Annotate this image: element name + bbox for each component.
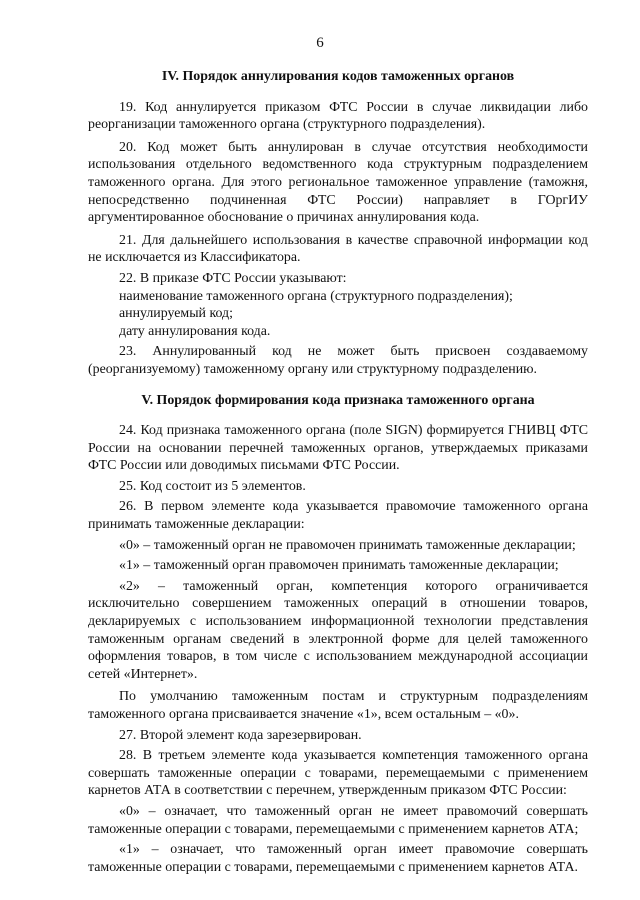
paragraph-28: 28. В третьем элементе кода указывается компетенция таможенного органа совершать таможенные операции с товарами, перемещаемыми с применением карнетов АТА в соответствии с перечнем, утвержденным приказом ФТС России: bbox=[88, 748, 588, 799]
paragraph-22-item-1: наименование таможенного органа (структурного подразделения); bbox=[119, 288, 513, 304]
paragraph-19: 19. Код аннулируется приказом ФТС России в случае ликвидации либо реорганизации таможенного органа (структурного подразделения). bbox=[88, 99, 588, 133]
paragraph-22: 22. В приказе ФТС России указывают: bbox=[119, 270, 347, 286]
section-4-heading: IV. Порядок аннулирования кодов таможенных органов bbox=[161, 69, 515, 84]
document-body bbox=[88, 68, 588, 876]
paragraph-24: 24. Код признака таможенного органа (поле SIGN) формируется ГНИВЦ ФТС России на основании перечней таможенных органов, утверждаемых приказами ФТС России или доводимых письмами ФТС России. bbox=[88, 423, 588, 474]
paragraph-28-value-0: «0» – означает, что таможенный орган не имеет правомочий совершать таможенные операции с товарами, перемещаемыми с применением карнетов АТА; bbox=[88, 803, 588, 837]
paragraph-20: 20. Код может быть аннулирован в случае отсутствия необходимости использования отдельного ведомственного кода структурным подразделением таможенного органа. Для этого региональное таможенное управление (таможня, непосредственно подчиненная ФТС России) направляет в ГОргИУ аргументированное обоснование о причинах аннулирования кода. bbox=[88, 139, 588, 226]
paragraph-26: 26. В первом элементе кода указывается правомочие таможенного органа принимать таможенные декларации: bbox=[88, 499, 588, 533]
paragraph-26-value-2: «2» – таможенный орган, компетенция которого ограничивается исключительно совершением таможенных операций в отношении товаров, декларируемых с использованием информационной технологии представления таможенным органам сведений в электронной форме для целей таможенного оформления товаров, в том числе с использованием международной ассоциации сетей «Интернет». bbox=[88, 578, 588, 682]
paragraph-27: 27. Второй элемент кода зарезервирован. bbox=[119, 727, 362, 743]
paragraph-28-value-1: «1» – означает, что таможенный орган имеет правомочие совершать таможенные операции с товарами, перемещаемыми с применением карнетов АТА. bbox=[88, 842, 588, 875]
paragraph-25: 25. Код состоит из 5 элементов. bbox=[119, 478, 306, 494]
paragraph-22-item-2: аннулируемый код; bbox=[119, 306, 233, 322]
paragraph-26-default: По умолчанию таможенным постам и структурным подразделениям таможенного органа присваивается значение «1», всем остальным – «0». bbox=[88, 689, 588, 722]
paragraph-23: 23. Аннулированный код не может быть присвоен создаваемому (реорганизуемому) таможенному органу или структурному подразделению. bbox=[88, 344, 588, 377]
paragraph-21: 21. Для дальнейшего использования в качестве справочной информации код не исключается из Классификатора. bbox=[88, 232, 588, 266]
section-5-heading: V. Порядок формирования кода признака таможенного органа bbox=[141, 392, 535, 408]
paragraph-22-item-3: дату аннулирования кода. bbox=[119, 323, 271, 339]
paragraph-26-value-0: «0» – таможенный орган не правомочен принимать таможенные декларации; bbox=[119, 537, 576, 553]
paragraph-26-value-1: «1» – таможенный орган правомочен принимать таможенные декларации; bbox=[119, 558, 559, 574]
page-number: 6 bbox=[316, 35, 324, 51]
